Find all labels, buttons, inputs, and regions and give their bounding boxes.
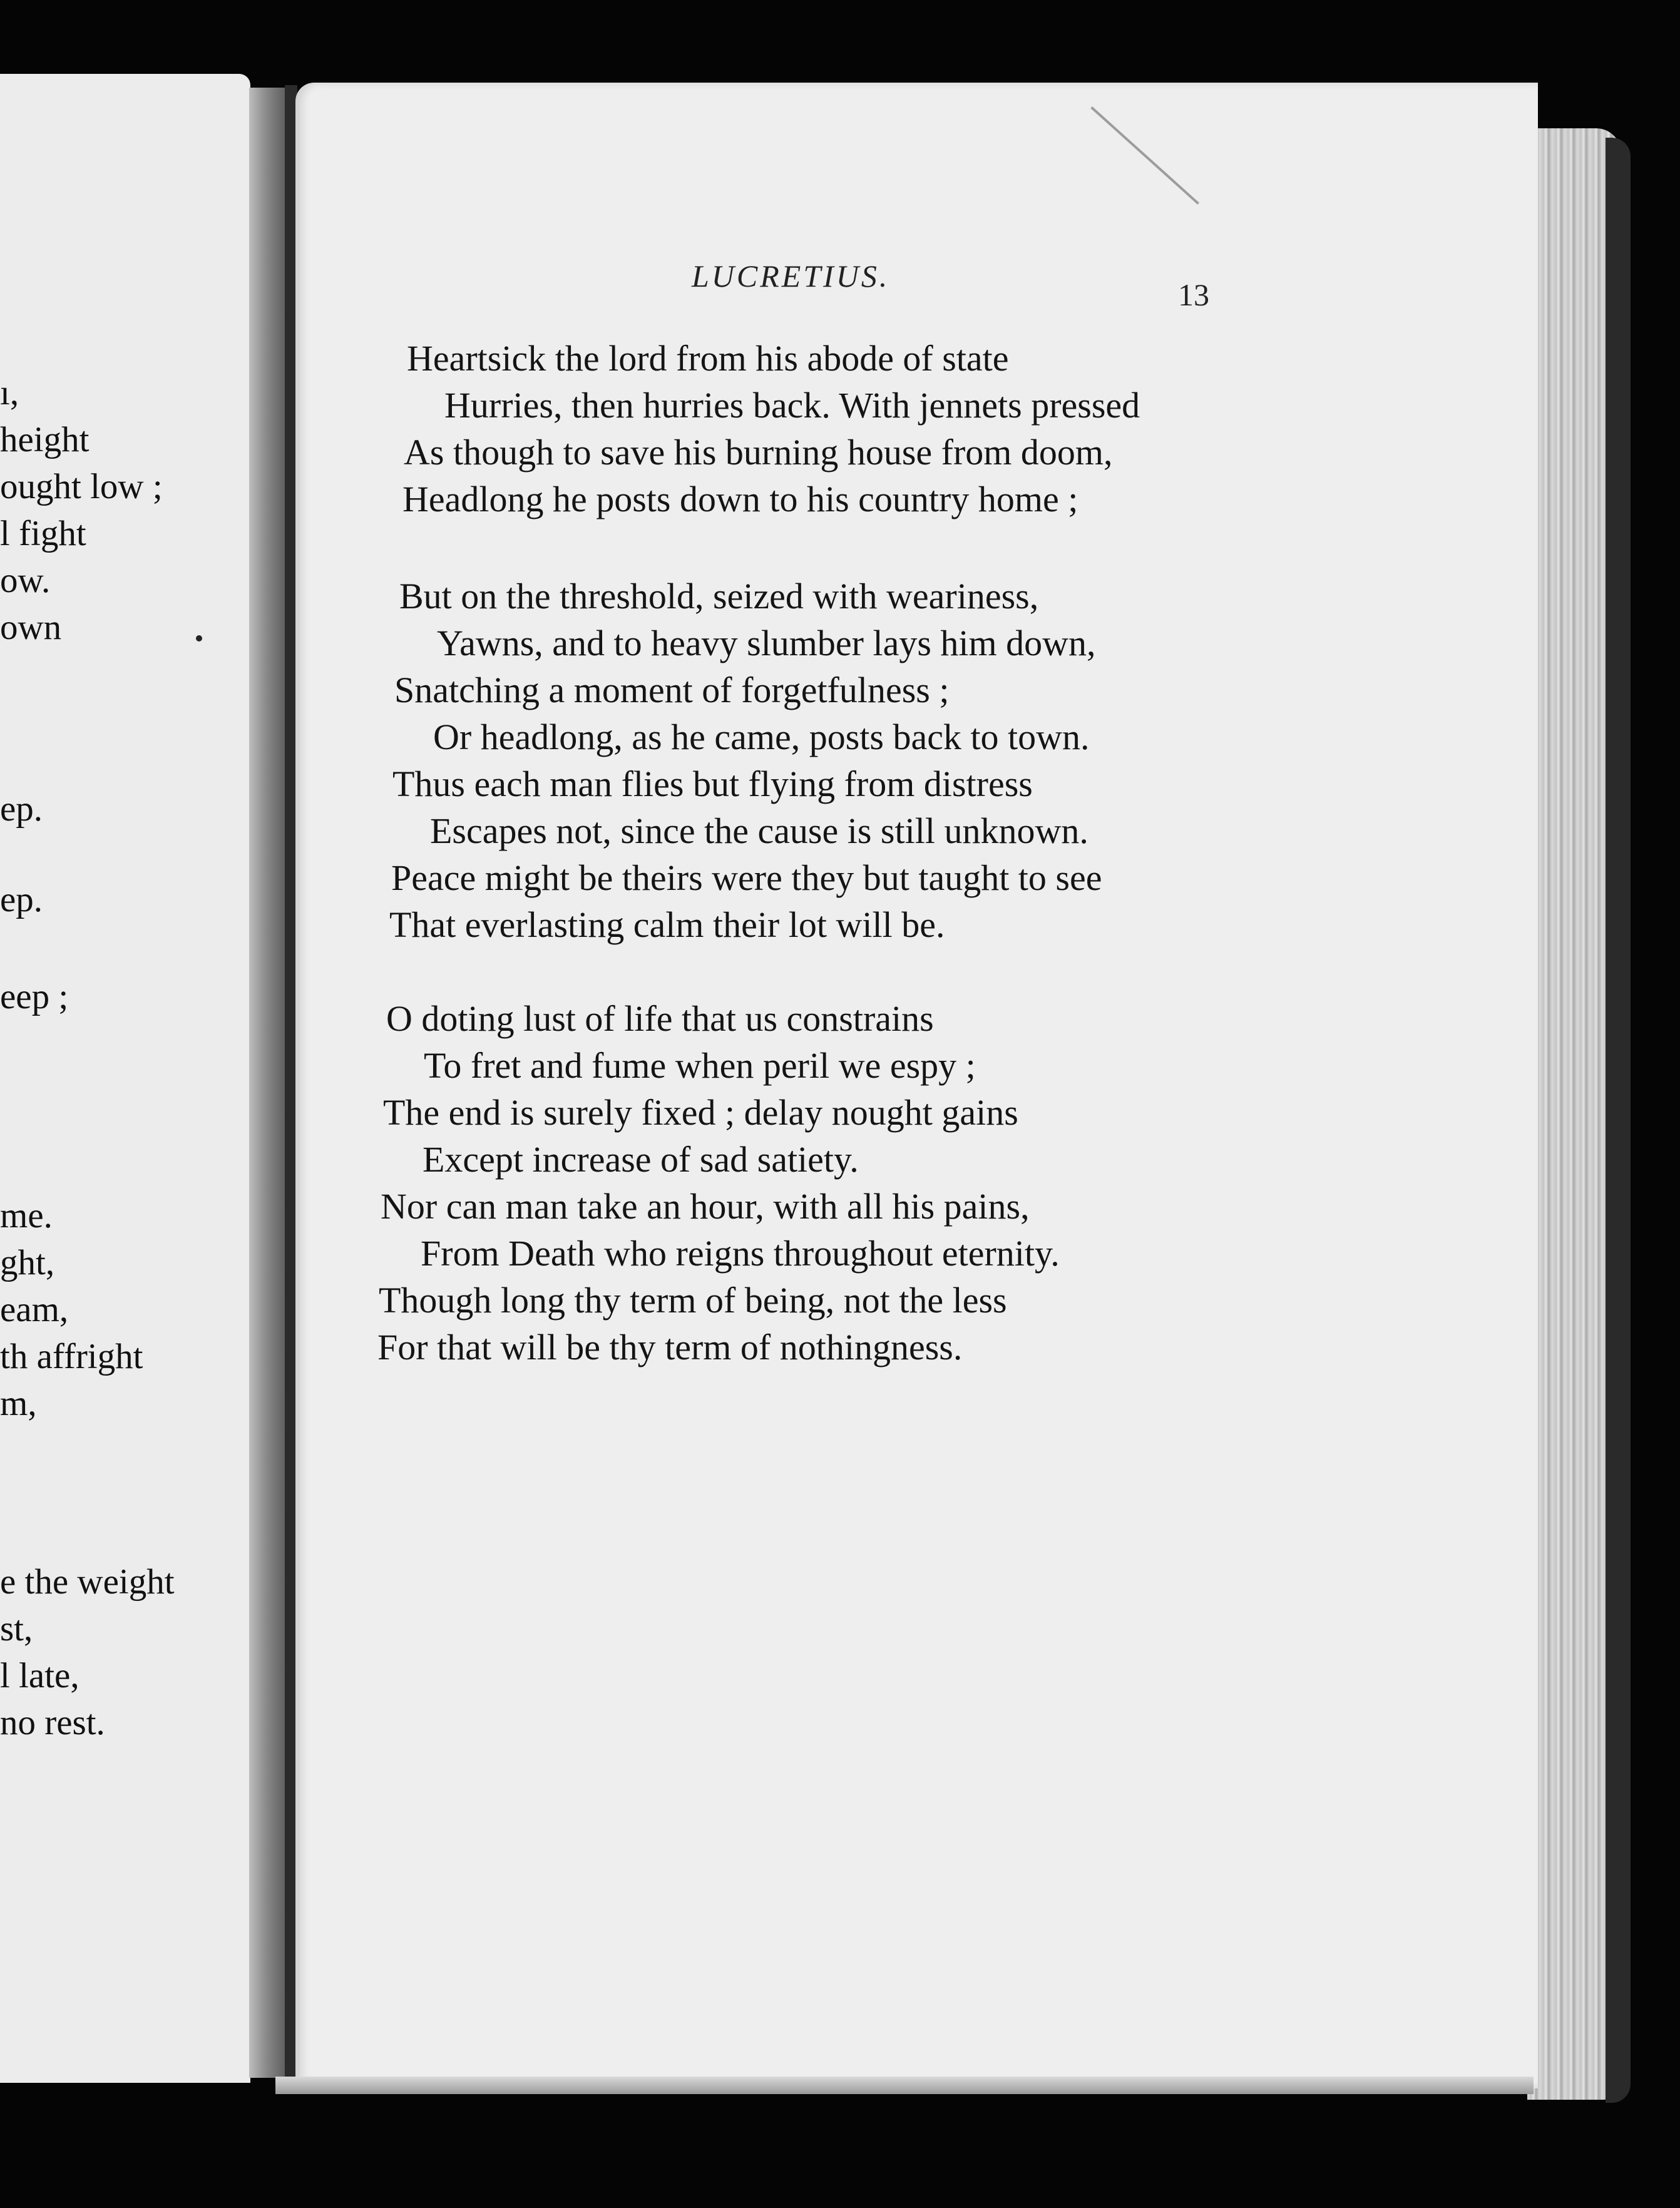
facing-page-left [0,74,250,2083]
poem-line: Heartsick the lord from his abode of state [407,338,1009,379]
poem-line: But on the threshold, seized with weariness, [399,576,1039,616]
poem-line: Thus each man flies but flying from distress [392,764,1033,804]
left-line: no rest. [0,1703,105,1742]
left-line: ought low ; [0,467,163,506]
left-line: m, [0,1384,37,1423]
left-line: ght, [0,1243,55,1282]
poem-line: Except increase of sad satiety. [423,1139,859,1180]
left-line: th affright [0,1337,143,1376]
left-line: ı, [0,373,19,412]
left-line: me. [0,1196,53,1235]
poem-line: Though long thy term of being, not the less [379,1280,1007,1321]
poem-line: Or headlong, as he came, posts back to town. [433,717,1090,757]
left-line: own [0,608,62,647]
left-line: e the weight [0,1562,175,1602]
book-cover-edge [1606,138,1631,2103]
left-line: st, [0,1609,33,1648]
running-head: LUCRETIUS. [692,258,890,294]
book-gutter [249,88,287,2078]
poem-line: Escapes not, since the cause is still unknown. [430,810,1088,851]
poem-line: The end is surely fixed ; delay nought gains [383,1092,1018,1133]
poem-line: Headlong he posts down to his country home ; [402,479,1078,519]
poem-line: Snatching a moment of forgetfulness ; [394,670,950,710]
page-bottom-edge [275,2077,1534,2094]
poem-line: O doting lust of life that us constrains [386,998,934,1039]
page-number: 13 [1178,277,1209,312]
poem-line: Peace might be theirs were they but taught to see [391,857,1102,898]
poem-line: Nor can man take an hour, with all his pains, [381,1186,1030,1227]
poem-line: That everlasting calm their lot will be. [389,904,945,945]
left-line: eam, [0,1290,69,1329]
left-line: height [0,420,90,459]
ink-speck [196,635,202,641]
left-line: ep. [0,789,43,829]
left-line: l fight [0,514,86,553]
poem-line: Yawns, and to heavy slumber lays him down, [437,623,1096,663]
poem-line: For that will be thy term of nothingness. [377,1327,963,1367]
poem-line: Hurries, then hurries back. With jennets pressed [444,385,1140,426]
left-line: eep ; [0,977,69,1016]
poem-line: As though to save his burning house from doom, [404,432,1113,473]
poem-line: From Death who reigns throughout eternity. [421,1233,1060,1274]
poem-line: To fret and fume when peril we espy ; [424,1045,976,1086]
left-line: ep. [0,880,43,919]
left-line: l late, [0,1656,79,1695]
left-line: ow. [0,561,51,600]
